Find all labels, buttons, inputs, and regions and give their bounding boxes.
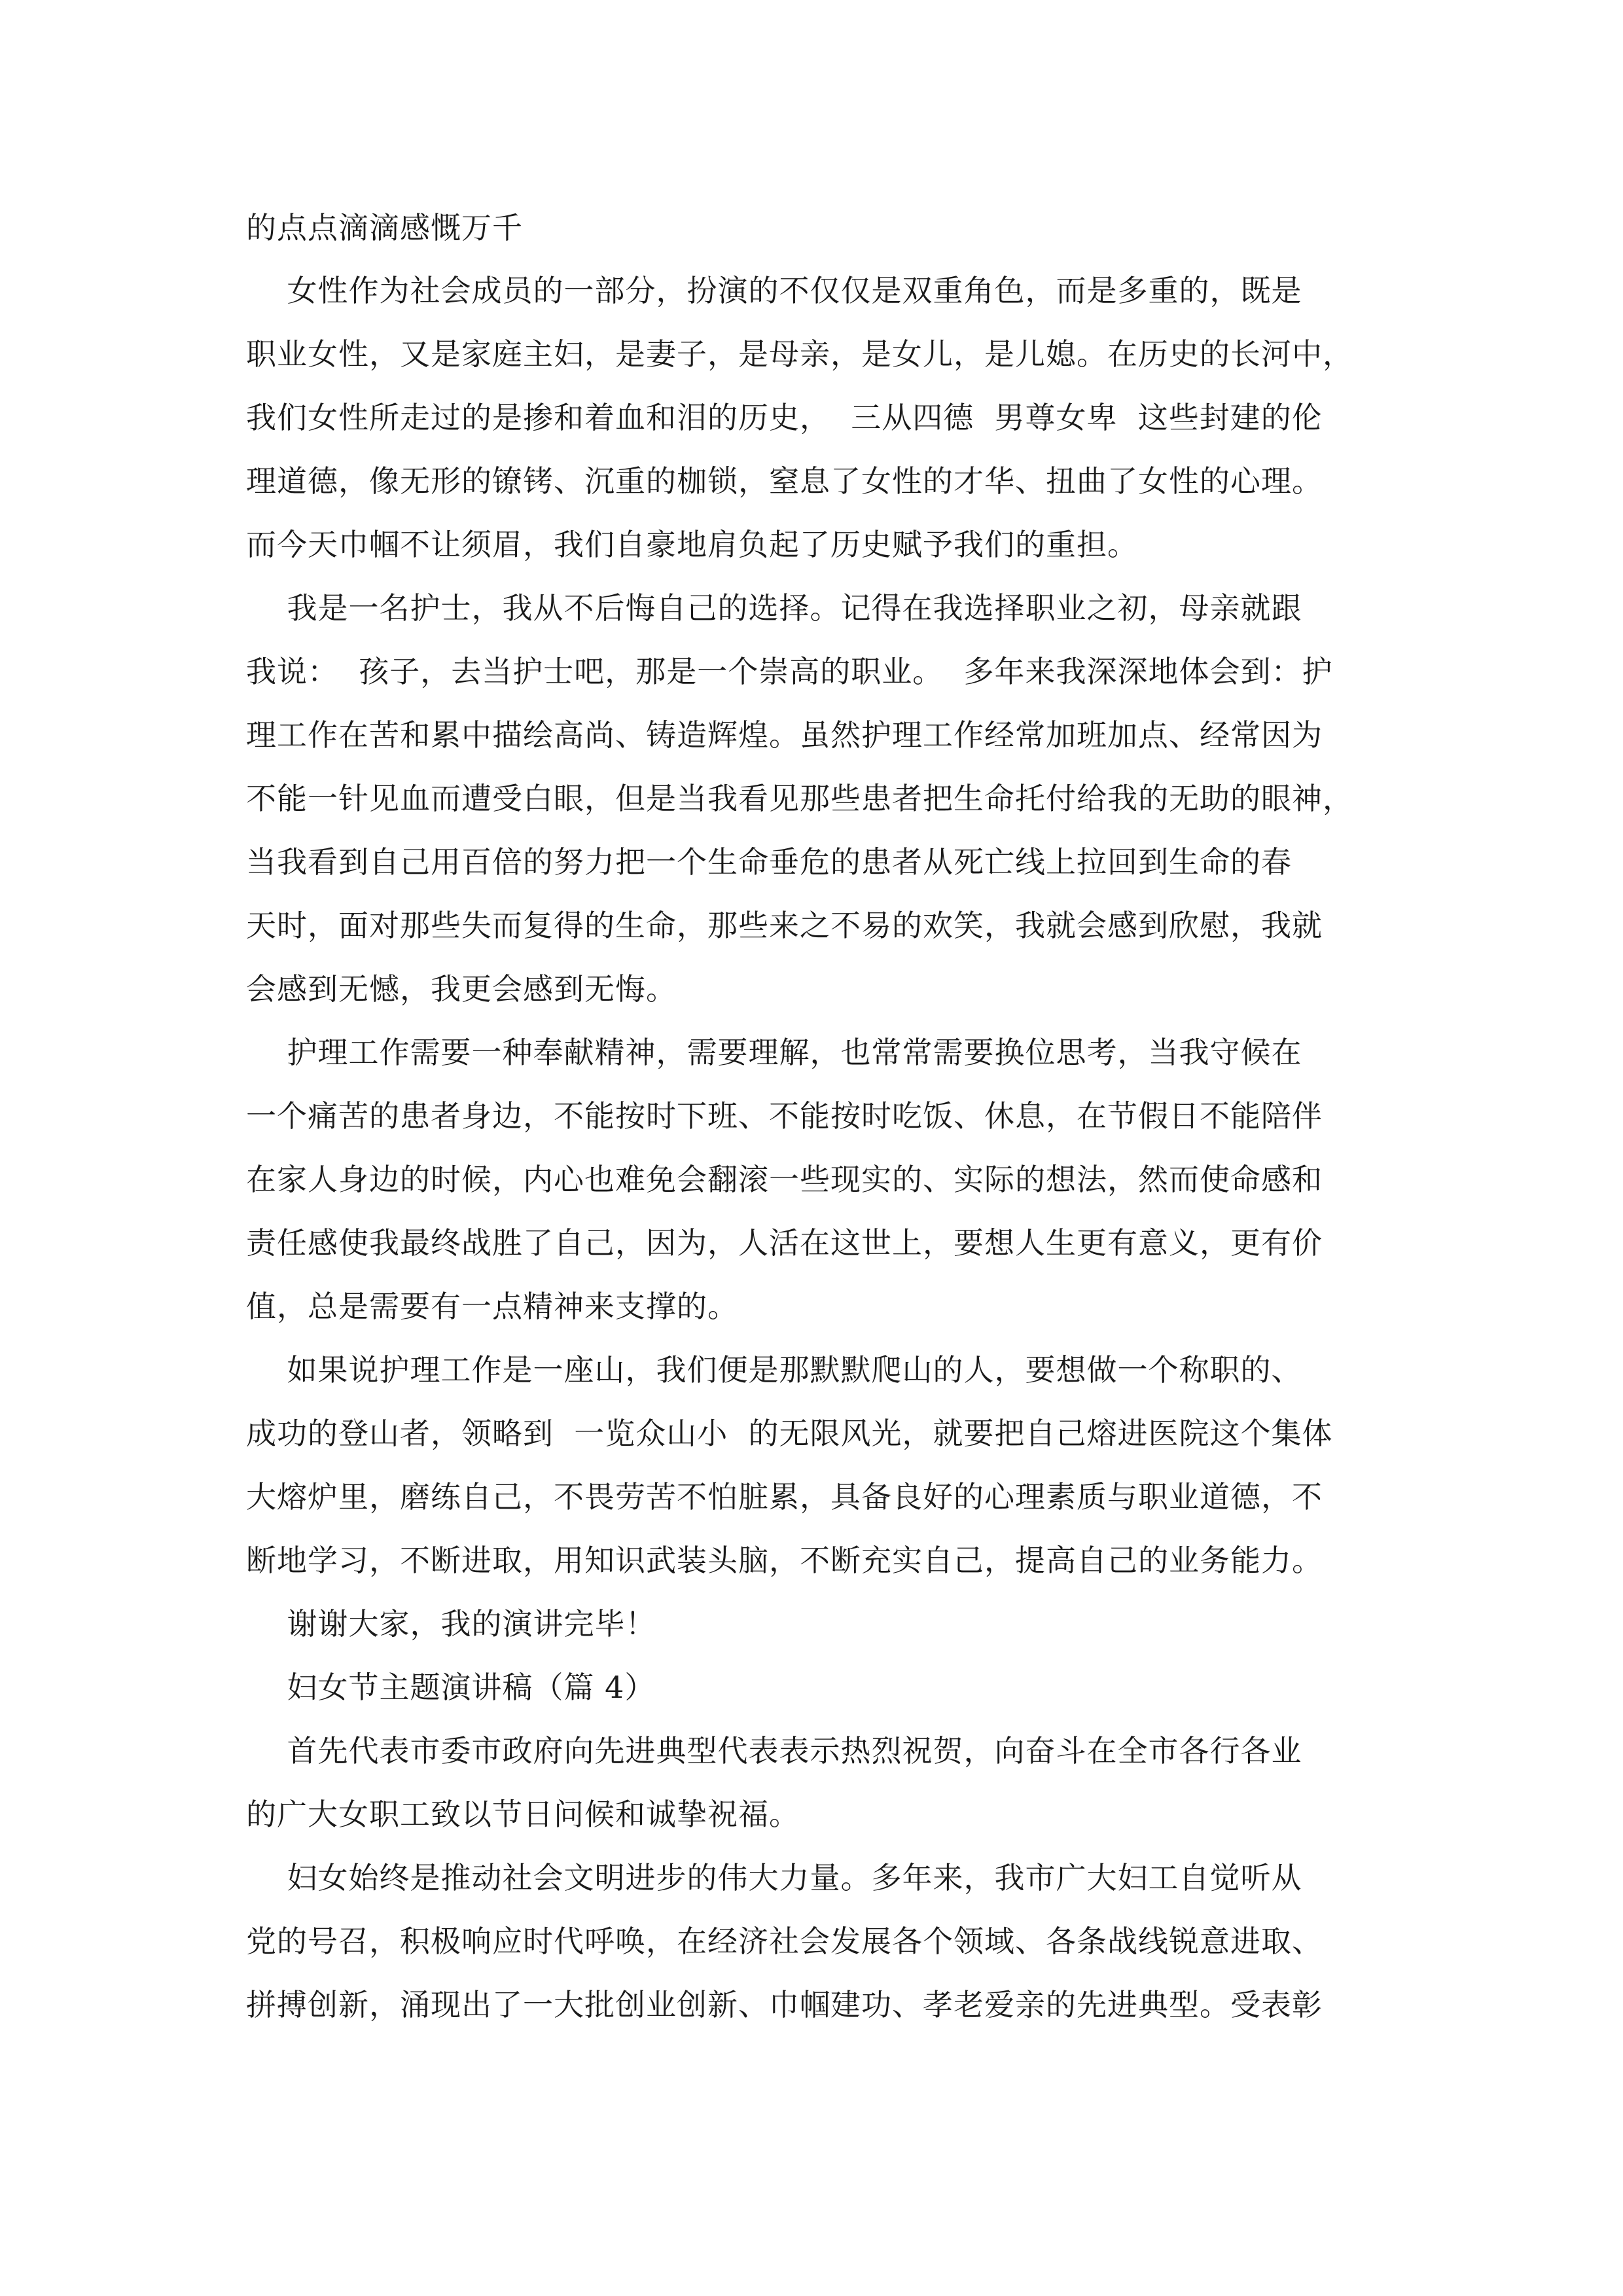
text-line: 责任感使我最终战胜了自己，因为，人活在这世上，要想人生更有意义，更有价 xyxy=(246,1225,1323,1261)
text-line: 理道德，像无形的镣铐、沉重的枷锁，窒息了女性的才华、扭曲了女性的心理。 xyxy=(246,463,1323,499)
text-line: 如果说护理工作是一座山，我们便是那默默爬山的人，要想做一个称职的、 xyxy=(246,1352,1302,1388)
text-line: 不能一针见血而遭受白眼，但是当我看见那些患者把生命托付给我的无助的眼神， xyxy=(246,781,1353,816)
text-line: 我是一名护士，我从不后悔自己的选择。记得在我选择职业之初，母亲就跟 xyxy=(246,590,1302,626)
text-line: 我说： 孩子，去当护士吧，那是一个崇高的职业。 多年来我深深地体会到：护 xyxy=(246,654,1333,689)
text-line: 成功的登山者，领略到 一览众山小 的无限风光，就要把自己熔进医院这个集体 xyxy=(246,1416,1333,1451)
text-line: 女性作为社会成员的一部分，扮演的不仅仅是双重角色，而是多重的，既是 xyxy=(246,273,1302,308)
text-line: 护理工作需要一种奉献精神，需要理解，也常常需要换位思考，当我守候在 xyxy=(246,1035,1302,1070)
text-line: 党的号召，积极响应时代呼唤，在经济社会发展各个领域、各条战线锐意进取、 xyxy=(246,1924,1323,1959)
text-line: 首先代表市委市政府向先进典型代表表示热烈祝贺，向奋斗在全市各行各业 xyxy=(246,1733,1302,1768)
text-line: 值，总是需要有一点精神来支撑的。 xyxy=(246,1289,738,1324)
text-line: 在家人身边的时候，内心也难免会翻滚一些现实的、实际的想法，然而使命感和 xyxy=(246,1162,1323,1197)
text-line: 一个痛苦的患者身边，不能按时下班、不能按时吃饭、休息，在节假日不能陪伴 xyxy=(246,1098,1323,1134)
section-heading: 妇女节主题演讲稿（篇 4） xyxy=(246,1670,656,1705)
text-line: 的广大女职工致以节日问候和诚挚祝福。 xyxy=(246,1797,800,1832)
text-line: 会感到无憾，我更会感到无悔。 xyxy=(246,971,677,1007)
text-line: 大熔炉里，磨练自己，不畏劳苦不怕脏累，具备良好的心理素质与职业道德，不 xyxy=(246,1479,1323,1515)
text-line: 拼搏创新，涌现出了一大批创业创新、巾帼建功、孝老爱亲的先进典型。受表彰 xyxy=(246,1987,1323,2022)
text-line: 天时，面对那些失而复得的生命，那些来之不易的欢笑，我就会感到欣慰，我就 xyxy=(246,908,1323,943)
text-line: 妇女始终是推动社会文明进步的伟大力量。多年来，我市广大妇工自觉听从 xyxy=(246,1860,1302,1895)
text-line: 断地学习，不断进取，用知识武装头脑，不断充实自己，提高自己的业务能力。 xyxy=(246,1543,1323,1578)
text-line: 而今天巾帼不让须眉，我们自豪地肩负起了历史赋予我们的重担。 xyxy=(246,527,1138,562)
text-line: 我们女性所走过的是掺和着血和泪的历史， 三从四德 男尊女卑 这些封建的伦 xyxy=(246,400,1323,435)
text-line: 职业女性，又是家庭主妇，是妻子，是母亲，是女儿，是儿媳。在历史的长河中， xyxy=(246,336,1353,372)
text-line: 当我看到自己用百倍的努力把一个生命垂危的患者从死亡线上拉回到生命的春 xyxy=(246,844,1292,880)
text-line: 的点点滴滴感慨万千 xyxy=(246,210,523,245)
text-line: 谢谢大家，我的演讲完毕！ xyxy=(246,1606,656,1641)
text-line: 理工作在苦和累中描绘高尚、铸造辉煌。虽然护理工作经常加班加点、经常因为 xyxy=(246,717,1323,753)
